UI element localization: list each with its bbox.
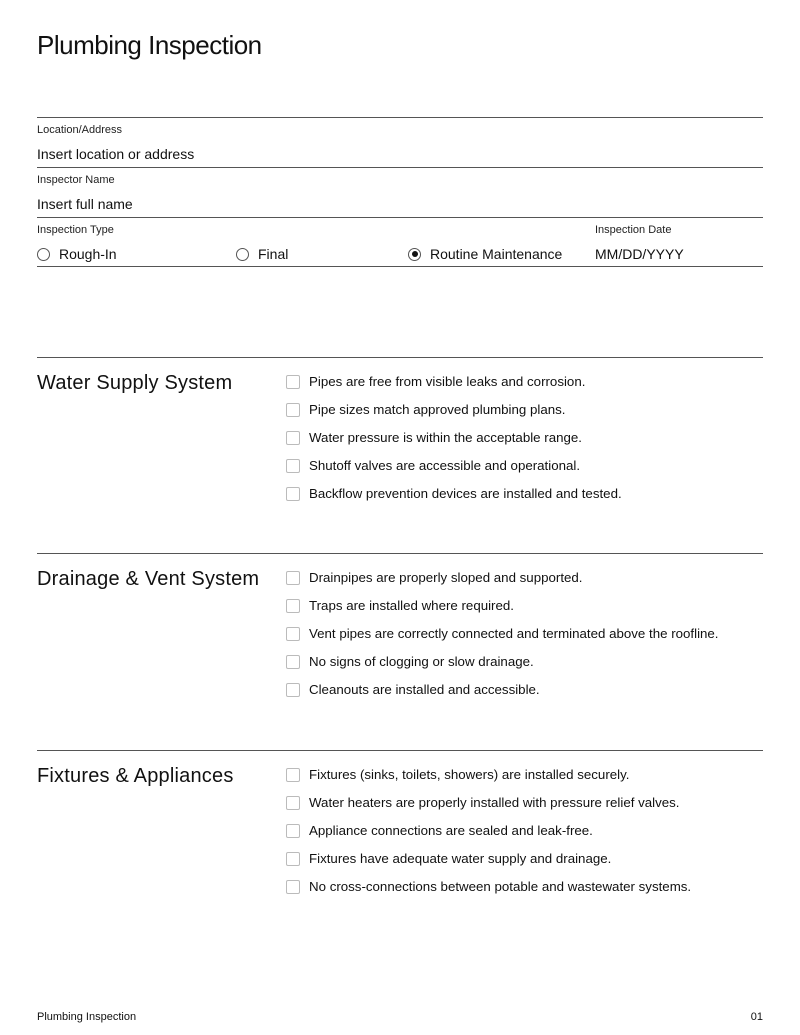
section-title: Fixtures & Appliances bbox=[37, 765, 234, 787]
radio-final[interactable] bbox=[236, 246, 288, 262]
checkbox[interactable] bbox=[286, 655, 300, 669]
radio-rough-in[interactable] bbox=[37, 246, 117, 262]
checklist-item[interactable] bbox=[286, 626, 719, 654]
checkbox[interactable] bbox=[286, 375, 300, 389]
inspector-field[interactable]: Insert full name bbox=[37, 196, 133, 212]
checklist-item-label: Backflow prevention devices are installed and tested. bbox=[309, 486, 622, 501]
checkbox[interactable] bbox=[286, 880, 300, 894]
checklist-item[interactable] bbox=[286, 879, 691, 907]
checkbox[interactable] bbox=[286, 627, 300, 641]
checklist-item[interactable] bbox=[286, 430, 622, 458]
inspector-label: Inspector Name bbox=[37, 174, 115, 186]
inspection-type-row bbox=[37, 217, 763, 267]
checklist-item[interactable] bbox=[286, 486, 622, 514]
inspection-form bbox=[37, 117, 763, 267]
checklist bbox=[286, 570, 719, 710]
inspection-type-label: Inspection Type bbox=[37, 224, 114, 236]
checklist-item-label: No cross-connections between potable and wastewater systems. bbox=[309, 879, 692, 894]
checklist-item-label: Fixtures (sinks, toilets, showers) are installed securely. bbox=[309, 767, 630, 782]
checkbox[interactable] bbox=[286, 683, 300, 697]
checklist bbox=[286, 374, 622, 514]
page-title: Plumbing Inspection bbox=[37, 30, 262, 60]
radio-circle-icon bbox=[236, 248, 249, 261]
checklist-item-label: Water pressure is within the acceptable range. bbox=[309, 430, 582, 445]
checkbox[interactable] bbox=[286, 768, 300, 782]
checklist-section bbox=[37, 553, 763, 697]
checklist-item[interactable] bbox=[286, 682, 719, 710]
checkbox[interactable] bbox=[286, 571, 300, 585]
location-row bbox=[37, 117, 763, 167]
checkbox[interactable] bbox=[286, 824, 300, 838]
radio-label: Rough-In bbox=[59, 246, 117, 262]
checklist-item[interactable] bbox=[286, 458, 622, 486]
checklist-item-label: Water heaters are properly installed with pressure relief valves. bbox=[309, 795, 680, 810]
checklist-item[interactable] bbox=[286, 570, 719, 598]
checklist-item-label: Fixtures have adequate water supply and drainage. bbox=[309, 851, 612, 866]
location-label: Location/Address bbox=[37, 124, 122, 136]
checklist-item-label: Cleanouts are installed and accessible. bbox=[309, 682, 540, 697]
checkbox[interactable] bbox=[286, 852, 300, 866]
checkbox[interactable] bbox=[286, 599, 300, 613]
radio-routine-maintenance[interactable] bbox=[408, 246, 562, 262]
checklist-item-label: Pipe sizes match approved plumbing plans. bbox=[309, 402, 566, 417]
checklist-item-label: No signs of clogging or slow drainage. bbox=[309, 654, 534, 669]
radio-circle-icon bbox=[37, 248, 50, 261]
footer-title: Plumbing Inspection bbox=[37, 1011, 137, 1023]
inspection-date-field[interactable]: MM/DD/YYYY bbox=[595, 246, 684, 262]
checkbox[interactable] bbox=[286, 487, 300, 501]
checklist-item[interactable] bbox=[286, 374, 622, 402]
checklist-item[interactable] bbox=[286, 598, 719, 626]
checklist-item-label: Pipes are free from visible leaks and corrosion. bbox=[309, 374, 586, 389]
inspection-date-label: Inspection Date bbox=[595, 224, 672, 236]
checkbox[interactable] bbox=[286, 431, 300, 445]
section-title: Drainage & Vent System bbox=[37, 568, 260, 590]
checklist-item-label: Drainpipes are properly sloped and supported. bbox=[309, 570, 583, 585]
checklist-item[interactable] bbox=[286, 823, 691, 851]
checkbox[interactable] bbox=[286, 403, 300, 417]
radio-label: Final bbox=[258, 246, 289, 262]
section-title: Water Supply System bbox=[37, 372, 233, 394]
checklist-item-label: Vent pipes are correctly connected and terminated above the roofline. bbox=[309, 626, 719, 641]
checkbox[interactable] bbox=[286, 459, 300, 473]
location-field[interactable]: Insert location or address bbox=[37, 146, 195, 162]
inspector-row bbox=[37, 167, 763, 217]
checklist-section bbox=[37, 750, 763, 894]
checklist-item[interactable] bbox=[286, 767, 691, 795]
checklist bbox=[286, 767, 691, 907]
checklist-item[interactable] bbox=[286, 795, 691, 823]
checkbox[interactable] bbox=[286, 796, 300, 810]
checklist-item[interactable] bbox=[286, 654, 719, 682]
checklist-item-label: Appliance connections are sealed and leak-free. bbox=[309, 823, 593, 838]
checklist-item[interactable] bbox=[286, 851, 691, 879]
checklist-item[interactable] bbox=[286, 402, 622, 430]
radio-label: Routine Maintenance bbox=[430, 246, 563, 262]
radio-selected-icon bbox=[408, 248, 421, 261]
checklist-section bbox=[37, 357, 763, 501]
checklist-item-label: Traps are installed where required. bbox=[309, 598, 514, 613]
checklist-item-label: Shutoff valves are accessible and operational. bbox=[309, 458, 581, 473]
page-number: 01 bbox=[750, 1011, 763, 1023]
